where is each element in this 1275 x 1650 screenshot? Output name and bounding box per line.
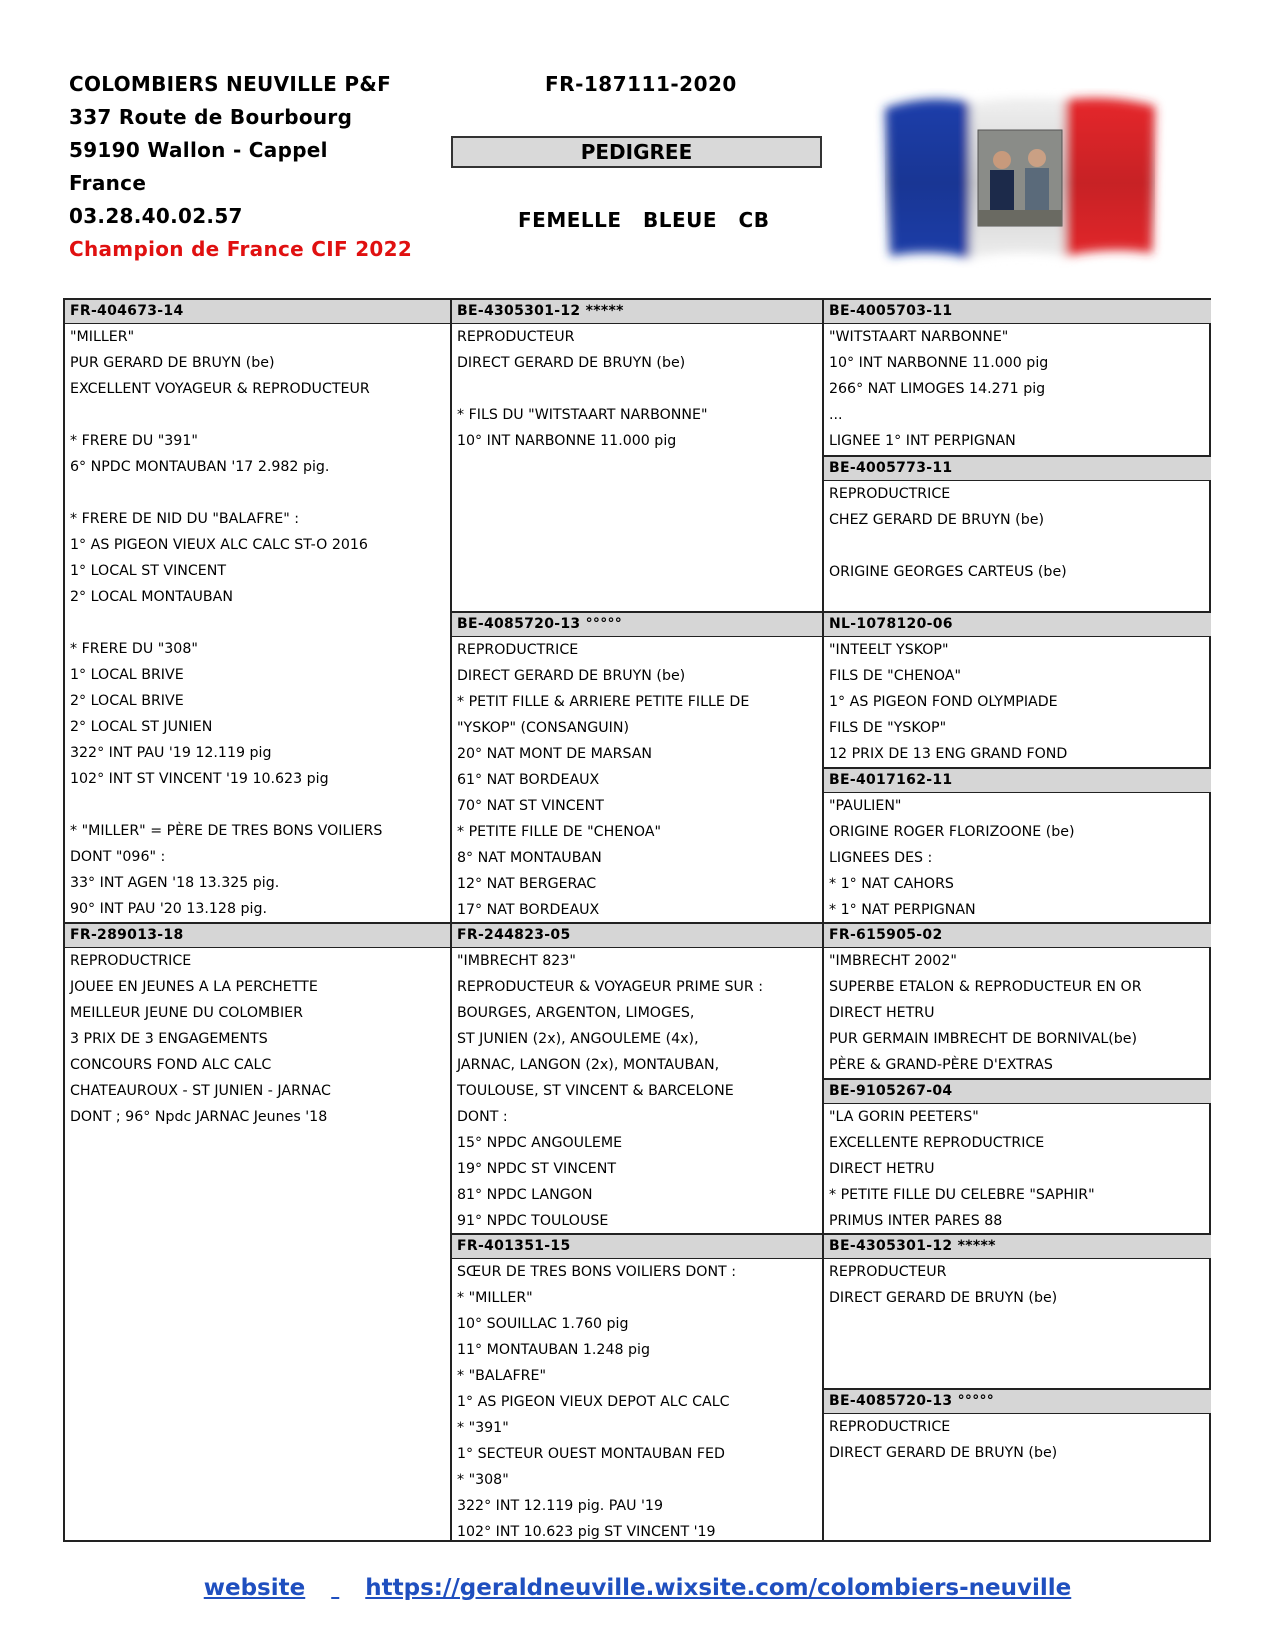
pedigree-line: "IMBRECHT 823" (457, 953, 576, 969)
pedigree-line: 12° NAT BERGERAC (457, 876, 597, 892)
pedigree-line (70, 480, 382, 506)
pedigree-line: 11° MONTAUBAN 1.248 pig (457, 1342, 650, 1358)
pedigree-line: * PETIT FILLE & ARRIERE PETITE FILLE DE (457, 694, 750, 710)
pedigree-line: "PAULIEN" (829, 798, 902, 814)
pedigree-table (63, 298, 1211, 1542)
granddam-paternal-ring: BE-4085720-13 °°°°° (452, 611, 822, 637)
pedigree-line: * "308" (457, 1472, 509, 1488)
granddam-maternal-details (452, 1259, 736, 1545)
ggp-4-details (824, 793, 1075, 923)
pedigree-line: JARNAC, LANGON (2x), MONTAUBAN, (457, 1057, 720, 1073)
pedigree-line: MEILLEUR JEUNE DU COLOMBIER (70, 1005, 303, 1021)
pedigree-line: 33° INT AGEN '18 13.325 pig. (70, 875, 280, 891)
pedigree-line: 19° NPDC ST VINCENT (457, 1161, 616, 1177)
sex-color (518, 208, 769, 232)
sex-label: FEMELLE (518, 208, 622, 232)
pedigree-line: * FRERE DE NID DU "BALAFRE" : (70, 511, 300, 527)
pedigree-line: 6° NPDC MONTAUBAN '17 2.982 pig. (70, 459, 330, 475)
website-link[interactable]: https://geraldneuville.wixsite.com/colombiers-neuville (365, 1575, 1072, 1601)
ggp-5-ring: FR-615905-02 (824, 922, 1211, 948)
pedigree-line: 1° SECTEUR OUEST MONTAUBAN FED (457, 1446, 725, 1462)
french-flag-photo (870, 88, 1170, 268)
pedigree-line (70, 402, 382, 428)
pedigree-line: DIRECT GERARD DE BRUYN (be) (457, 668, 686, 684)
pedigree-line: 8° NAT MONTAUBAN (457, 850, 602, 866)
pedigree-line: * "MILLER" = PÈRE DE TRES BONS VOILIERS (70, 823, 383, 839)
ggp-2-details (824, 481, 1067, 585)
pedigree-line: JOUEE EN JEUNES A LA PERCHETTE (70, 979, 318, 995)
pedigree-line: DIRECT GERARD DE BRUYN (be) (829, 1445, 1058, 1461)
pedigree-line: SŒUR DE TRES BONS VOILIERS DONT : (457, 1264, 737, 1280)
pedigree-line: REPRODUCTEUR (457, 329, 575, 345)
pedigree-line: 322° INT PAU '19 12.119 pig (70, 745, 272, 761)
pedigree-line: DONT "096" : (70, 849, 166, 865)
pedigree-line: 61° NAT BORDEAUX (457, 772, 600, 788)
pedigree-line: REPRODUCTEUR (829, 1264, 947, 1280)
website-footer (0, 1575, 1275, 1601)
pedigree-line: REPRODUCTEUR & VOYAGEUR PRIME SUR : (457, 979, 763, 995)
ggp-1-ring: BE-4005703-11 (824, 298, 1211, 324)
address-city: 59190 Wallon - Cappel (69, 138, 328, 162)
address-street: 337 Route de Bourbourg (69, 105, 353, 129)
pedigree-line: 70° NAT ST VINCENT (457, 798, 604, 814)
pedigree-line: DONT : (457, 1109, 508, 1125)
grandsire-paternal-details (452, 324, 708, 454)
pedigree-line (829, 533, 1067, 559)
pedigree-line: * 1° NAT CAHORS (829, 876, 954, 892)
pedigree-line: EXCELLENT VOYAGEUR & REPRODUCTEUR (70, 381, 370, 397)
pedigree-line: ST JUNIEN (2x), ANGOULEME (4x), (457, 1031, 699, 1047)
pedigree-line: * PETITE FILLE DU CELEBRE "SAPHIR" (829, 1187, 1095, 1203)
pedigree-line: 102° INT 10.623 pig ST VINCENT '19 (457, 1524, 716, 1540)
pedigree-line: * "391" (457, 1420, 509, 1436)
pedigree-line: 1° AS PIGEON VIEUX DEPOT ALC CALC (457, 1394, 730, 1410)
pedigree-line: 17° NAT BORDEAUX (457, 902, 600, 918)
ggp-1-details (824, 324, 1048, 454)
pedigree-line: 1° LOCAL ST VINCENT (70, 563, 227, 579)
website-label[interactable]: website (203, 1575, 306, 1601)
pedigree-line: PUR GERMAIN IMBRECHT DE BORNIVAL(be) (829, 1031, 1138, 1047)
pedigree-line: ... (829, 407, 843, 423)
pedigree-line: "WITSTAART NARBONNE" (829, 329, 1009, 345)
pedigree-line: 102° INT ST VINCENT '19 10.623 pig (70, 771, 329, 787)
pedigree-line: * "MILLER" (457, 1290, 533, 1306)
pedigree-line (70, 792, 382, 818)
pedigree-line: * 1° NAT PERPIGNAN (829, 902, 976, 918)
pedigree-line: 10° SOUILLAC 1.760 pig (457, 1316, 629, 1332)
pedigree-line: * "BALAFRE" (457, 1368, 547, 1384)
ggp-6-details (824, 1104, 1095, 1234)
phone-number: 03.28.40.02.57 (69, 204, 243, 228)
pedigree-line (457, 376, 708, 402)
pedigree-line: LIGNEES DES : (829, 850, 933, 866)
ggp-4-ring: BE-4017162-11 (824, 767, 1211, 793)
pedigree-line: 1° AS PIGEON VIEUX ALC CALC ST-O 2016 (70, 537, 368, 553)
ggp-7-ring: BE-4305301-12 ***** (824, 1233, 1211, 1259)
ggp-5-details (824, 948, 1142, 1078)
pedigree-line: 266° NAT LIMOGES 14.271 pig (829, 381, 1046, 397)
pedigree-line: REPRODUCTRICE (70, 953, 192, 969)
pedigree-line: DONT ; 96° Npdc JARNAC Jeunes '18 (70, 1109, 328, 1125)
pedigree-line: 91° NPDC TOULOUSE (457, 1213, 609, 1229)
pedigree-line: 1° AS PIGEON FOND OLYMPIADE (829, 694, 1058, 710)
pedigree-line: 10° INT NARBONNE 11.000 pig (829, 355, 1049, 371)
ggp-2-ring: BE-4005773-11 (824, 455, 1211, 481)
pedigree-line: PÈRE & GRAND-PÈRE D'EXTRAS (829, 1057, 1053, 1073)
ggp-8-details (824, 1414, 1057, 1466)
pedigree-line: CONCOURS FOND ALC CALC (70, 1057, 272, 1073)
pedigree-line: * FRERE DU "308" (70, 641, 198, 657)
pedigree-line: DIRECT GERARD DE BRUYN (be) (829, 1290, 1058, 1306)
pedigree-line: REPRODUCTRICE (457, 642, 579, 658)
ggp-3-details (824, 637, 1067, 767)
pedigree-line: 322° INT 12.119 pig. PAU '19 (457, 1498, 663, 1514)
pedigree-line: "INTEELT YSKOP" (829, 642, 949, 658)
grandsire-maternal-ring: FR-244823-05 (452, 922, 822, 948)
pedigree-line: PUR GERARD DE BRUYN (be) (70, 355, 275, 371)
pedigree-line: 3 PRIX DE 3 ENGAGEMENTS (70, 1031, 268, 1047)
pedigree-line: TOULOUSE, ST VINCENT & BARCELONE (457, 1083, 734, 1099)
dam-ring: FR-289013-18 (65, 922, 450, 948)
pedigree-title: PEDIGREE (451, 136, 822, 168)
pedigree-line: 1° LOCAL BRIVE (70, 667, 184, 683)
pedigree-line: BOURGES, ARGENTON, LIMOGES, (457, 1005, 695, 1021)
pedigree-line: * FILS DU "WITSTAART NARBONNE" (457, 407, 708, 423)
pedigree-line: "LA GORIN PEETERS" (829, 1109, 979, 1125)
pedigree-line: FILS DE "YSKOP" (829, 720, 947, 736)
granddam-maternal-ring: FR-401351-15 (452, 1233, 822, 1259)
pedigree-line: 2° LOCAL MONTAUBAN (70, 589, 233, 605)
pedigree-line: DIRECT GERARD DE BRUYN (be) (457, 355, 686, 371)
pedigree-line: SUPERBE ETALON & REPRODUCTEUR EN OR (829, 979, 1142, 995)
pedigree-line: 15° NPDC ANGOULEME (457, 1135, 623, 1151)
pedigree-line: PRIMUS INTER PARES 88 (829, 1213, 1003, 1229)
pedigree-line: 2° LOCAL ST JUNIEN (70, 719, 213, 735)
pedigree-line: 20° NAT MONT DE MARSAN (457, 746, 653, 762)
pedigree-line: LIGNEE 1° INT PERPIGNAN (829, 433, 1016, 449)
pedigree-line: ORIGINE ROGER FLORIZOONE (be) (829, 824, 1075, 840)
ggp-3-ring: NL-1078120-06 (824, 611, 1211, 637)
breeder-name: COLOMBIERS NEUVILLE P&F (69, 72, 392, 96)
pedigree-line: "YSKOP" (CONSANGUIN) (457, 720, 630, 736)
color-label: BLEUE CB (643, 208, 770, 232)
pedigree-line: REPRODUCTRICE (829, 1419, 951, 1435)
pedigree-line: FILS DE "CHENOA" (829, 668, 961, 684)
pedigree-line: DIRECT HETRU (829, 1161, 935, 1177)
address-country: France (69, 171, 147, 195)
dam-details (65, 948, 331, 1130)
pedigree-line: 81° NPDC LANGON (457, 1187, 593, 1203)
champion-title: Champion de France CIF 2022 (69, 237, 413, 261)
pedigree-line: CHATEAUROUX - ST JUNIEN - JARNAC (70, 1083, 331, 1099)
pedigree-line: 10° INT NARBONNE 11.000 pig (457, 433, 677, 449)
pedigree-line: 2° LOCAL BRIVE (70, 693, 184, 709)
pedigree-line: 90° INT PAU '20 13.128 pig. (70, 901, 267, 917)
pedigree-line: * FRERE DU "391" (70, 433, 198, 449)
pedigree-line: ORIGINE GEORGES CARTEUS (be) (829, 564, 1067, 580)
ggp-6-ring: BE-9105267-04 (824, 1078, 1211, 1104)
ggp-8-ring: BE-4085720-13 °°°°° (824, 1388, 1211, 1414)
grandsire-maternal-details (452, 948, 763, 1234)
pedigree-line: "MILLER" (70, 329, 135, 345)
pedigree-line: 12 PRIX DE 13 ENG GRAND FOND (829, 746, 1068, 762)
sire-ring: FR-404673-14 (65, 298, 450, 324)
pedigree-line: REPRODUCTRICE (829, 486, 951, 502)
pedigree-line: "IMBRECHT 2002" (829, 953, 957, 969)
ggp-7-details (824, 1259, 1057, 1311)
pedigree-line: DIRECT HETRU (829, 1005, 935, 1021)
pedigree-line (70, 610, 382, 636)
grandsire-paternal-ring: BE-4305301-12 ***** (452, 298, 822, 324)
sire-details (65, 324, 382, 922)
granddam-paternal-details (452, 637, 749, 923)
pedigree-line: * PETITE FILLE DE "CHENOA" (457, 824, 661, 840)
ring-number: FR-187111-2020 (545, 72, 737, 96)
pedigree-line: EXCELLENTE REPRODUCTRICE (829, 1135, 1045, 1151)
pedigree-line: CHEZ GERARD DE BRUYN (be) (829, 512, 1044, 528)
